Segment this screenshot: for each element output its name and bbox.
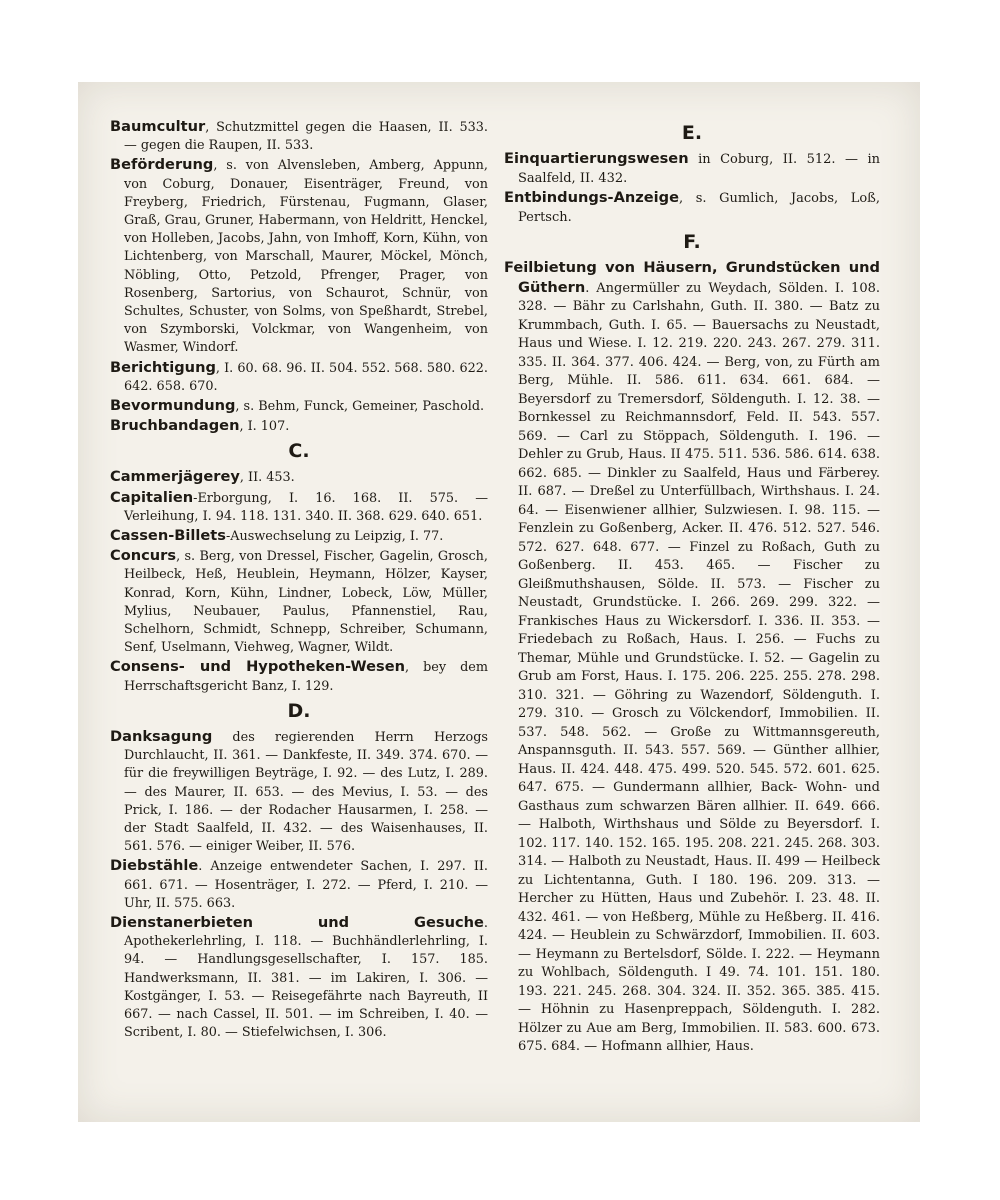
index-entry xyxy=(110,527,488,546)
index-term: Diebstähle xyxy=(110,857,199,875)
index-term: Concurs xyxy=(110,547,177,565)
index-entry xyxy=(110,857,488,913)
index-references: . Anzeige entwendeter Sachen, I. 297. II. 661. 671. — Hosenträger, I. 272. — Pferd, I. 210. — Uhr, II. 575. 663. xyxy=(124,859,488,911)
index-entry xyxy=(110,468,488,487)
index-entry xyxy=(110,417,488,436)
index-term: Cammerjägerey xyxy=(110,468,240,486)
index-references: , s. von Alvensleben, Amberg, Appunn, von Coburg, Donauer, Eisenträger, Freund, von Freyberg, Friedrich, Fürstenau, Fugmann, Glaser, Graß, Grau, Gruner, Habermann, von Heldritt, Henckel, von Holleben, Jacobs, Jahn, von Imhoff, Korn, Kühn, von Lichtenberg, von Marschall, Maurer, Möckel, Mönch, Nöbling, Otto, Petzold, Pfrenger, Prager, von Rosenberg, Sartorius, von Schaurot, Schnür, von Schultes, Schuster, von Solms, von Speßhardt, Strebel, von Szymborski, Volckmar, von Wangenheim, von Wasmer, Windorf. xyxy=(124,158,488,356)
section-letter: E. xyxy=(681,122,703,144)
index-term: Bevormundung xyxy=(110,397,236,415)
index-entry xyxy=(110,914,488,1042)
index-entry xyxy=(504,189,880,227)
left-column xyxy=(110,118,488,1043)
index-term: Entbindungs-Anzeige xyxy=(504,189,680,206)
index-entry xyxy=(110,547,488,657)
index-entry xyxy=(504,150,880,188)
index-references: -Erborgung, I. 16. 168. II. 575. — Verleihung, I. 94. 118. 131. 340. II. 368. 629. 640. 651. xyxy=(124,490,488,524)
index-references: , Schutzmittel gegen die Haasen, II. 533. — gegen die Raupen, II. 533. xyxy=(124,120,488,154)
section-letter: F. xyxy=(683,231,701,253)
index-term: Bruchbandagen xyxy=(110,417,240,435)
index-term: Danksagung xyxy=(110,727,213,745)
index-entry xyxy=(110,359,488,396)
index-references: , I. 107. xyxy=(239,419,290,435)
index-term: Capitalien xyxy=(110,488,194,506)
section-letter: D. xyxy=(287,699,311,722)
index-term: Baumcultur xyxy=(110,118,206,135)
index-references: . Apothekerlehrling, I. 118. — Buchhändlerlehrling, I. 94. — Handlungsgesellschafter, I. 157. 185. Handwerksmann, II. 381. — im Lakiren, I. 306. — Kostgänger, I. 53. — Reisegefährte nach Bayreuth, II 667. — nach Cassel, II. 501. — im Schreiben, I. 40. — Scribent, I. 80. — Stiefelwichsen, I. 306. xyxy=(124,915,488,1041)
index-term: Feilbietung von Häusern, Grundstücken und Güthern xyxy=(504,259,880,296)
index-entry xyxy=(110,489,488,526)
index-term: Einquartierungswesen xyxy=(504,150,689,167)
index-references: , bey dem Herrschaftsgericht Banz, I. 129. xyxy=(124,660,488,694)
index-references: , s. Gumlich, Jacobs, Loß, Pertsch. xyxy=(518,191,880,225)
index-references: , II. 453. xyxy=(239,470,295,486)
index-references: , s. Berg, von Dressel, Fischer, Gagelin, Grosch, Heilbeck, Heß, Heublein, Heymann, Hölzer, Kayser, Konrad, Korn, Kühn, Lindner, Lobeck, Löw, Müller, Mylius, Neubauer, Paulus, Pfannenstiel, Rau, Schelhorn, Schmidt, Schnepp, Schreiber, Schumann, Senf, Uselmann, Viehweg, Wagner, Wildt. xyxy=(124,549,488,656)
index-entry xyxy=(110,658,488,695)
index-references: -Auswechselung zu Leipzig, I. 77. xyxy=(225,529,444,545)
index-entry xyxy=(110,156,488,357)
index-references: in Coburg, II. 512. — in Saalfeld, II. 432. xyxy=(518,152,880,186)
right-column xyxy=(504,118,880,1058)
index-references: , I. 60. 68. 96. II. 504. 552. 568. 580. 622. 642. 658. 670. xyxy=(124,360,488,394)
index-term: Berichtigung xyxy=(110,358,216,376)
index-term: Beförderung xyxy=(110,156,214,174)
index-references: , s. Behm, Funck, Gemeiner, Paschold. xyxy=(235,399,485,415)
index-term: Dienstanerbieten und Gesuche xyxy=(110,913,484,931)
index-entry xyxy=(504,259,880,1057)
index-term: Consens- und Hypotheken-Wesen xyxy=(110,658,406,676)
index-entry xyxy=(110,728,488,856)
index-references: des regierenden Herrn Herzogs Durchlaucht, II. 361. — Dankfeste, II. 349. 374. 670. — für die freywilligen Beyträge, I. 92. — des Lutz, I. 289. — des Maurer, II. 653. — des Mevius, I. 53. — des Prick, I. 186. — der Rodacher Hausarmen, I. 258. — der Stadt Saalfeld, II. 432. — des Waisenhauses, II. 561. 576. — einiger Weiber, II. 576. xyxy=(124,729,488,855)
index-entry xyxy=(110,118,488,155)
index-references: . Angermüller zu Weydach, Sölden. I. 108. 328. — Bähr zu Carlshahn, Guth. II. 380. — Batz zu Krummbach, Guth. I. 65. — Bauersachs zu Neustadt, Haus und Wiese. I. 12. 219. 220. 243. 267. 279. 311. 335. II. 364. 377. 406. 424. — Berg, von, zu Fürth am Berg, Mühle. II. 586. 611. 634. 661. 684. — Beyersdorf zu Tremersdorf, Söldenguth. I. 12. 38. — Bornkessel zu Reichmannsdorf, Feld. II. 543. 557. 569. — Carl zu Stöppach, Söldenguth. I. 196. — Dehler zu Grub, Haus. II 475. 511. 536. 586. 614. 638. 662. 685. — Dinkler zu Saalfeld, Haus und Färberey. II. 687. — Dreßel zu Unterfüllbach, Wirthshaus. I. 24. 64. — Eisenwiener allhier, Sulzwiesen. I. 98. 115. — Fenzlein zu Goßenberg, Acker. II. 476. 512. 527. 546. 572. 627. 648. 677. — Finzel zu Roßach, Guth zu Goßenberg. II. 453. 465. — Fischer zu Gleißmuthshausen, Sölde. II. 573. — Fischer zu Neustadt, Grundstücke. I. 266. 269. 299. 322. — Frankisches Haus zu Wickersdorf. I. 336. II. 353. — Friedebach zu Roßach, Haus. I. 256. — Fuchs zu Themar, Mühle und Grundstücke. I. 52. — Gagelin zu Grub am Forst, Haus. I. 175. 206. 225. 255. 278. 298. 310. 321. — Göhring zu Wazendorf, Söldenguth. I. 279. 310. — Grosch zu Völckendorf, Immobilien. II. 537. 548. 562. — Große zu Wittmannsgereuth, Anspannsguth. II. 543. 557. 569. — Günther allhier, Haus. II. 424. 448. 475. 499. 520. 545. 572. 601. 625. 647. 675. — Gundermann allhier, Back- Wohn- und Gasthaus zum schwarzen Bären allhier. II. 649. 666. — Halboth, Wirthshaus und Sölde zu Beyersdorf. I. 102. 117. 140. 152. 165. 195. 208. 221. 245. 268. 303. 314. — Halboth zu Neustadt, Haus. II. 499 — Heilbeck zu Lichtentanna, Guth. I 180. 196. 209. 313. — Hercher zu Hütten, Haus und Zubehör. I. 23. 48. II. 432. 461. — von Heßberg, Mühle zu Heßberg. II. 416. 424. — Heublein zu Schwärzdorf, Immobilien. II. 603. — Heymann zu Bertelsdorf, Sölde. I. 222. — Heymann zu Wohlbach, Söldenguth. I 49. 74. 101. 151. 180. 193. 221. 245. 268. 304. 324. II. 352. 365. 385. 415. — Höhnin zu Hasenpreppach, Söldenguth. I. 282. Hölzer zu Aue am Berg, Immobilien. II. 583. 600. 673. 675. 684. — Hofmann allhier, Haus. xyxy=(518,280,880,1054)
index-entry xyxy=(110,397,488,416)
index-term: Cassen-Billets xyxy=(110,527,226,545)
section-letter: C. xyxy=(288,440,310,463)
